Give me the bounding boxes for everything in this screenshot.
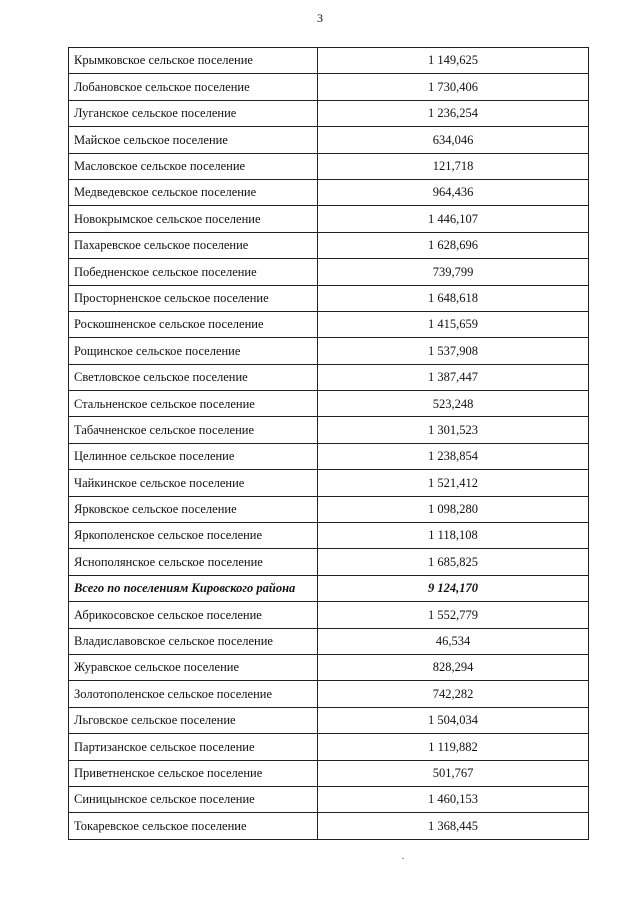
settlement-value-cell: 1 628,696 bbox=[318, 232, 589, 258]
settlement-value-cell: 1 368,445 bbox=[318, 813, 589, 839]
settlement-name-cell: Стальненское сельское поселение bbox=[69, 391, 318, 417]
table-row bbox=[69, 127, 589, 153]
table-row bbox=[69, 206, 589, 232]
settlement-value-cell: 828,294 bbox=[318, 654, 589, 680]
settlement-name-cell: Медведевское сельское поселение bbox=[69, 179, 318, 205]
settlement-name-cell: Чайкинское сельское поселение bbox=[69, 470, 318, 496]
settlement-value-cell: 1 236,254 bbox=[318, 100, 589, 126]
table-row bbox=[69, 443, 589, 469]
settlement-value-cell: 523,248 bbox=[318, 391, 589, 417]
settlement-name-cell: Яркополенское сельское поселение bbox=[69, 523, 318, 549]
table-row bbox=[69, 786, 589, 812]
page-number: 3 bbox=[317, 11, 323, 25]
settlement-value-cell: 1 415,659 bbox=[318, 311, 589, 337]
table-row bbox=[69, 364, 589, 390]
settlement-value-cell: 1 149,625 bbox=[318, 48, 589, 74]
table-row bbox=[69, 74, 589, 100]
settlement-name-cell: Табачненское сельское поселение bbox=[69, 417, 318, 443]
settlement-value-cell: 1 387,447 bbox=[318, 364, 589, 390]
settlement-value-cell: 1 238,854 bbox=[318, 443, 589, 469]
settlement-name-cell: Крымковское сельское поселение bbox=[69, 48, 318, 74]
settlement-name-cell: Новокрымское сельское поселение bbox=[69, 206, 318, 232]
table-row bbox=[69, 179, 589, 205]
settlement-name-cell: Партизанское сельское поселение bbox=[69, 734, 318, 760]
table-row bbox=[69, 338, 589, 364]
settlement-value-cell: 121,718 bbox=[318, 153, 589, 179]
table-row bbox=[69, 760, 589, 786]
settlement-name-cell: Лобановское сельское поселение bbox=[69, 74, 318, 100]
settlement-value-cell: 501,767 bbox=[318, 760, 589, 786]
table-row bbox=[69, 496, 589, 522]
settlement-name-cell: Целинное сельское поселение bbox=[69, 443, 318, 469]
total-row bbox=[69, 575, 589, 601]
settlement-name-cell: Золотополенское сельское поселение bbox=[69, 681, 318, 707]
settlement-name-cell: Пахаревское сельское поселение bbox=[69, 232, 318, 258]
settlement-value-cell: 1 648,618 bbox=[318, 285, 589, 311]
settlement-name-cell: Ярковское сельское поселение bbox=[69, 496, 318, 522]
settlement-name-cell: Майское сельское поселение bbox=[69, 127, 318, 153]
table-row bbox=[69, 654, 589, 680]
settlement-name-cell: Владиславовское сельское поселение bbox=[69, 628, 318, 654]
table-row bbox=[69, 391, 589, 417]
settlement-value-cell: 1 118,108 bbox=[318, 523, 589, 549]
settlement-name-cell: Всего по поселениям Кировского района bbox=[69, 575, 318, 601]
settlement-name-cell: Масловское сельское поселение bbox=[69, 153, 318, 179]
table-row bbox=[69, 602, 589, 628]
settlement-name-cell: Приветненское сельское поселение bbox=[69, 760, 318, 786]
settlement-name-cell: Рощинское сельское поселение bbox=[69, 338, 318, 364]
settlement-name-cell: Льговское сельское поселение bbox=[69, 707, 318, 733]
settlement-name-cell: Просторненское сельское поселение bbox=[69, 285, 318, 311]
settlement-value-cell: 1 552,779 bbox=[318, 602, 589, 628]
settlement-name-cell: Светловское сельское поселение bbox=[69, 364, 318, 390]
table-row bbox=[69, 523, 589, 549]
settlement-name-cell: Синицынское сельское поселение bbox=[69, 786, 318, 812]
settlements-table bbox=[68, 47, 589, 840]
settlement-name-cell: Роскошненское сельское поселение bbox=[69, 311, 318, 337]
settlement-value-cell: 46,534 bbox=[318, 628, 589, 654]
settlement-value-cell: 1 119,882 bbox=[318, 734, 589, 760]
settlement-value-cell: 1 685,825 bbox=[318, 549, 589, 575]
table-body bbox=[69, 48, 589, 840]
scan-mark bbox=[402, 858, 404, 859]
table-row bbox=[69, 549, 589, 575]
settlement-value-cell: 634,046 bbox=[318, 127, 589, 153]
settlement-value-cell: 1 504,034 bbox=[318, 707, 589, 733]
settlement-value-cell: 739,799 bbox=[318, 259, 589, 285]
settlement-value-cell: 1 521,412 bbox=[318, 470, 589, 496]
settlement-name-cell: Победненское сельское поселение bbox=[69, 259, 318, 285]
table-row bbox=[69, 48, 589, 74]
table-row bbox=[69, 100, 589, 126]
settlement-value-cell: 1 098,280 bbox=[318, 496, 589, 522]
settlement-value-cell: 1 537,908 bbox=[318, 338, 589, 364]
table-row bbox=[69, 470, 589, 496]
table-row bbox=[69, 153, 589, 179]
settlement-value-cell: 1 730,406 bbox=[318, 74, 589, 100]
settlement-name-cell: Луганское сельское поселение bbox=[69, 100, 318, 126]
settlement-value-cell: 1 301,523 bbox=[318, 417, 589, 443]
settlement-name-cell: Токаревское сельское поселение bbox=[69, 813, 318, 839]
table-row bbox=[69, 285, 589, 311]
table-row bbox=[69, 734, 589, 760]
table-row bbox=[69, 259, 589, 285]
settlement-value-cell: 742,282 bbox=[318, 681, 589, 707]
settlement-value-cell: 964,436 bbox=[318, 179, 589, 205]
table-row bbox=[69, 311, 589, 337]
table-row bbox=[69, 681, 589, 707]
settlement-value-cell: 1 446,107 bbox=[318, 206, 589, 232]
table-row bbox=[69, 628, 589, 654]
table-row bbox=[69, 813, 589, 839]
settlement-value-cell: 9 124,170 bbox=[318, 575, 589, 601]
table-row bbox=[69, 232, 589, 258]
settlement-name-cell: Яснополянское сельское поселение bbox=[69, 549, 318, 575]
settlement-value-cell: 1 460,153 bbox=[318, 786, 589, 812]
table-row bbox=[69, 707, 589, 733]
settlement-name-cell: Журавское сельское поселение bbox=[69, 654, 318, 680]
settlement-name-cell: Абрикосовское сельское поселение bbox=[69, 602, 318, 628]
table-row bbox=[69, 417, 589, 443]
